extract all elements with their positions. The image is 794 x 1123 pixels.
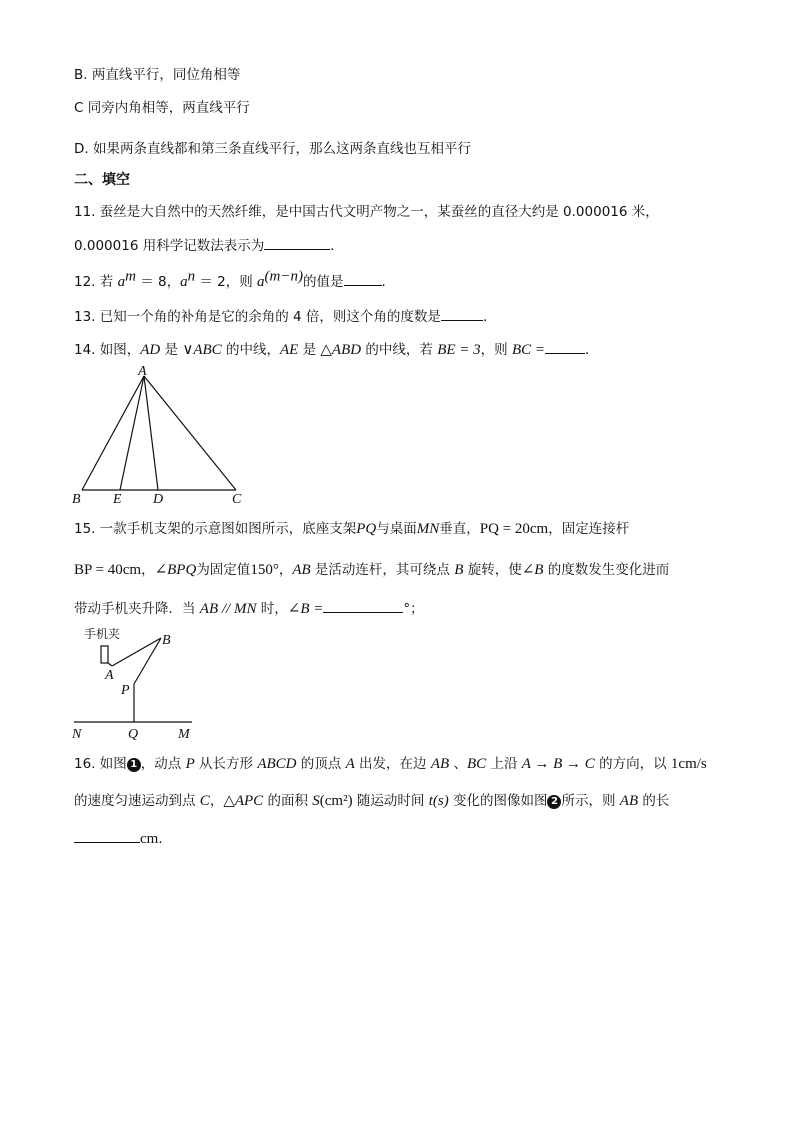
q16-line-3: cm． [74, 828, 172, 848]
q15-phone-stand-figure [66, 624, 206, 746]
label-p: P [121, 683, 130, 698]
segment-ae [120, 376, 144, 490]
q16-line-1: 16. 如图 1 ，动点 P 从长方形 ABCD 的顶点 A 出发，在边 AB 、BC 上沿 A → B → C 的方向，以 1cm/s [74, 756, 707, 772]
figure-1-marker: 1 [127, 758, 141, 772]
label-a: A [105, 668, 114, 683]
q16-line-2: 的速度匀速运动到点 C，△APC 的面积 S(cm²) 随运动时间 t(s) 变化的图像如图 2 所示，则 AB 的长 [74, 793, 670, 809]
q14-triangle-figure [60, 362, 260, 507]
label-a: A [138, 364, 147, 379]
label-n: N [72, 727, 82, 742]
q11-line-2: 0.000016 用科学记数法表示为 ． [74, 235, 344, 255]
segment-ab [82, 376, 144, 490]
q13-line: 13. 已知一个角的补角是它的余角的 4 倍，则这个角的度数是 ． [74, 306, 496, 326]
label-b: B [162, 633, 171, 648]
label-m: M [178, 727, 190, 742]
q11-line-1: 11. 蚕丝是大自然中的天然纤维，是中国古代文明产物之一，某蚕丝的直径大约是 0.000016 米， [74, 204, 659, 220]
segment-ad [144, 376, 158, 490]
segment-ab [112, 638, 161, 666]
clip-connector [108, 663, 112, 666]
q14-answer-blank[interactable] [545, 339, 585, 354]
q15-line-1: 15. 一款手机支架的示意图如图所示，底座支架PQ与桌面MN垂直，PQ = 20cm，固定连接杆 [74, 521, 630, 537]
section-heading-fill-in: 二、填空 [74, 172, 130, 188]
q12-line: 12. 若 $a^m = 8$，$a^n = 2$，则 $a^{(m-n)}$的值是 ． [74, 268, 395, 290]
q13-answer-blank[interactable] [441, 306, 483, 321]
q11-answer-blank[interactable] [264, 235, 330, 250]
q10-option-b: B. 两直线平行，同位角相等 [74, 67, 241, 83]
label-d: D [153, 492, 164, 507]
q16-answer-blank[interactable] [74, 828, 140, 843]
q15-line-2: BP = 40cm，∠BPQ为固定值150°，AB 是活动连杆，其可绕点 B 旋转，使∠B 的度数发生变化进而 [74, 562, 670, 578]
label-q: Q [128, 727, 139, 742]
figure-2-marker: 2 [547, 795, 561, 809]
segment-pb [134, 638, 161, 684]
label-c: C [232, 492, 242, 507]
q12-answer-blank[interactable] [344, 271, 382, 286]
q10-option-d: D. 如果两条直线都和第三条直线平行，那么这两条直线也互相平行 [74, 141, 471, 157]
label-e: E [113, 492, 122, 507]
label-phone-clip: 手机夹 [84, 627, 121, 641]
q10-option-c: C 同旁内角相等，两直线平行 [74, 100, 250, 116]
label-b: B [72, 492, 81, 507]
phone-clip-shape [101, 646, 108, 663]
q15-answer-blank[interactable] [323, 598, 403, 613]
q15-line-3: 带动手机夹升降．当 AB // MN 时，∠B = °； [74, 598, 424, 618]
segment-ac [144, 376, 236, 490]
q14-line: 14. 如图，AD 是 ∨ABC 的中线，AE 是 △ABD 的中线，若 BE = 3，则 BC = ． [74, 339, 598, 359]
